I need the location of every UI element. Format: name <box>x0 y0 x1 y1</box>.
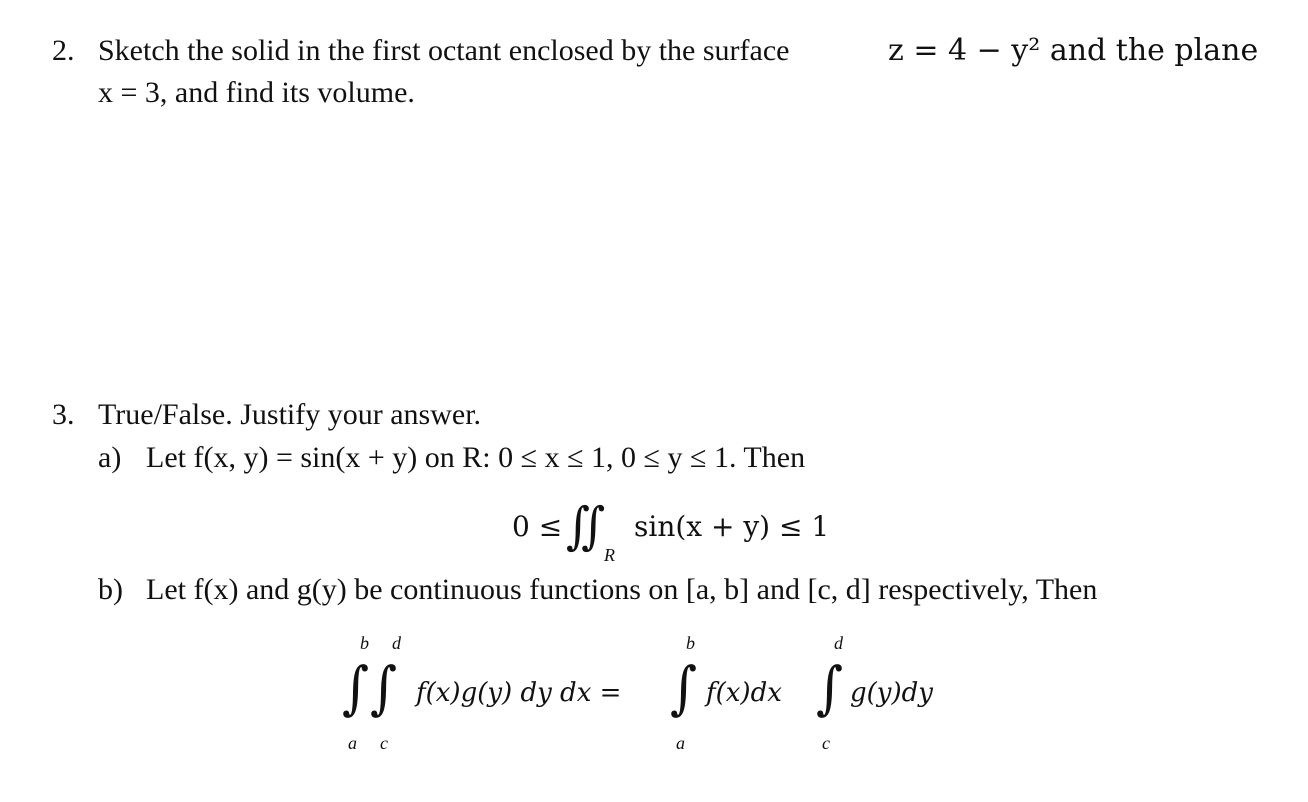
lhs-lower-limit-a: a <box>348 733 357 753</box>
problem-2-equation: z = 4 − y² and the plane <box>888 33 1259 68</box>
problem-2-number: 2. <box>52 34 75 67</box>
problem-3-title: True/False. Justify your answer. <box>98 398 482 431</box>
lhs-integral-sign-1: ∫ <box>342 655 370 722</box>
rhs2-lower-limit: c <box>822 733 830 753</box>
lhs-lower-limit-c: c <box>380 733 388 753</box>
rhs1-integral-sign: ∫ <box>670 655 698 722</box>
rhs2-integrand: g(y)dy <box>850 678 933 708</box>
double-integral-symbol: ∬ <box>566 495 606 555</box>
part-a-text: Let f(x, y) = sin(x + y) on R: 0 ≤ x ≤ 1, 0 ≤ y ≤ 1. Then <box>146 441 806 474</box>
problem-3-number: 3. <box>52 398 75 431</box>
part-a-label: a) <box>98 441 122 474</box>
part-a-eq-left: 0 ≤ <box>512 510 563 543</box>
problem-2-text-line1: Sketch the solid in the first octant enclosed by the surface <box>98 34 790 67</box>
lhs-integrand: f(x)g(y) dy dx = <box>416 678 622 708</box>
rhs2-integral-sign: ∫ <box>816 655 844 722</box>
part-b-label: b) <box>98 573 123 606</box>
problem-2-text-line2: x = 3, and find its volume. <box>98 76 415 109</box>
part-b-text: Let f(x) and g(y) be continuous functions on [a, b] and [c, d] respectively, Then <box>146 573 1098 606</box>
lhs-upper-limit-d: d <box>392 633 401 653</box>
lhs-upper-limit-b: b <box>360 633 369 653</box>
lhs-integral-sign-2: ∫ <box>370 655 398 722</box>
part-a-eq-right: sin(x + y) ≤ 1 <box>634 510 830 543</box>
rhs1-integrand: f(x)dx <box>706 678 782 708</box>
region-label: R <box>604 545 615 565</box>
rhs2-upper-limit: d <box>834 633 843 653</box>
rhs1-lower-limit: a <box>676 733 685 753</box>
rhs1-upper-limit: b <box>686 633 695 653</box>
